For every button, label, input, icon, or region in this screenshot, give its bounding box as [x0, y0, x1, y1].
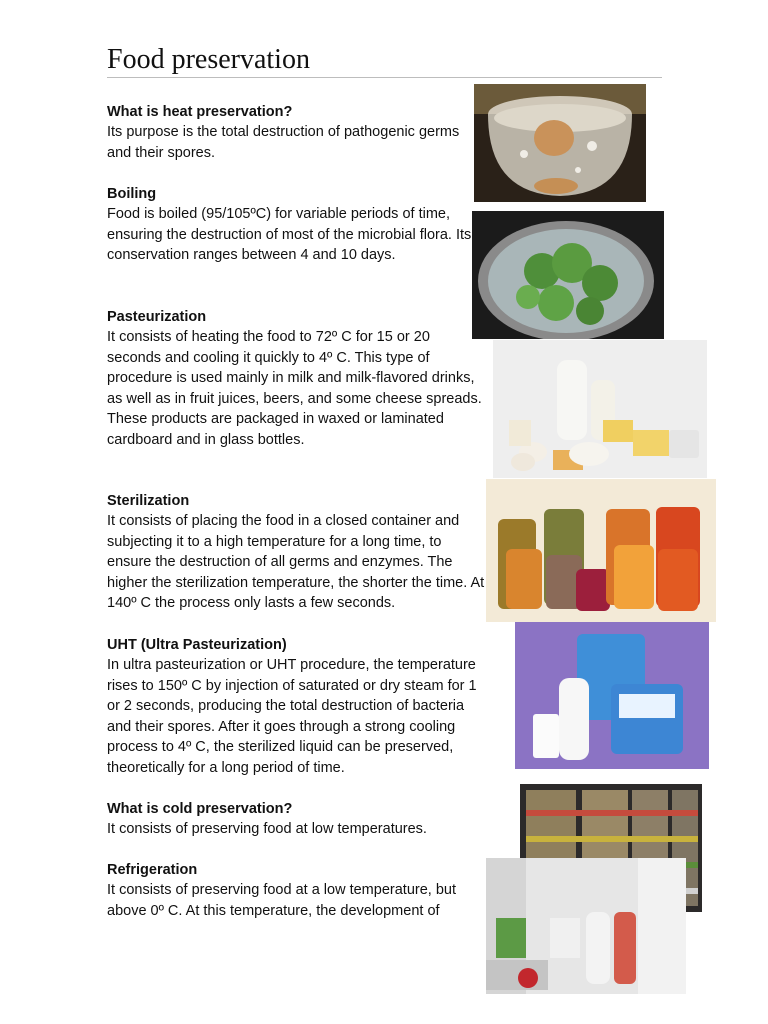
section-heading: UHT (Ultra Pasteurization) — [107, 637, 287, 653]
photo-preserved-jars — [486, 479, 716, 622]
section-paragraph: It consists of heating the food to 72º C for 15 or 20 seconds and cooling it quickly to 4º C. This type of procedure is used mainly in milk and milk-flavored drinks, as well as in fruit juices, beers, and some cheese spreads. — [107, 329, 482, 407]
section-cold-preservation — [107, 799, 487, 840]
section-paragraph: Food is boiled (95/105ºC) for variable periods of time, ensuring the destruction of most of the microbial flora. Its conservation ranges between 4 and 10 days. — [107, 206, 472, 264]
section-heat-preservation — [107, 102, 487, 163]
photo-uht-milk — [515, 622, 709, 769]
section-heading: Sterilization — [107, 493, 190, 509]
photo-broccoli-boiling — [472, 211, 664, 339]
section-paragraph: It consists of placing the food in a closed container and subjecting it to a high temperature for a long time, to ensure the destruction of all germs and enzymes. The higher the sterilization temperature, the shorter the time. At 140º C the process only lasts a few seconds. — [107, 513, 485, 612]
photo-home-refrigerator — [486, 858, 686, 994]
section-sterilization — [107, 491, 487, 614]
page-title: Food preservation — [107, 44, 310, 75]
section-heading: Boiling — [107, 186, 157, 202]
section-paragraph: It consists of preserving food at low temperatures. — [107, 821, 427, 837]
section-boiling — [107, 184, 487, 266]
section-paragraph: It consists of preserving food at a low temperature, but above 0º C. At this temperature, the development of — [107, 882, 456, 919]
section-heading: Refrigeration — [107, 862, 198, 878]
section-pasteurization — [107, 307, 487, 451]
section-paragraph: These products are packaged in waxed or laminated cardboard and in glass bottles. — [107, 411, 444, 448]
section-heading: What is cold preservation? — [107, 801, 293, 817]
photo-egg-boiling — [474, 84, 646, 202]
section-uht — [107, 635, 487, 779]
section-refrigeration — [107, 860, 487, 921]
photo-dairy-products — [493, 340, 707, 478]
title-divider — [107, 77, 662, 78]
section-heading: Pasteurization — [107, 309, 207, 325]
section-paragraph: Its purpose is the total destruction of pathogenic germs and their spores. — [107, 124, 460, 161]
section-heading: What is heat preservation? — [107, 104, 293, 120]
section-paragraph: In ultra pasteurization or UHT procedure, the temperature rises to 150º C by injection of saturated or dry steam for 1 or 2 seconds, producing the total destruction of bacteria and their spores. After it goes through a strong cooling process to 4º C, the sterilized liquid can be preserved, theoretically for a long period of time. — [107, 657, 477, 776]
